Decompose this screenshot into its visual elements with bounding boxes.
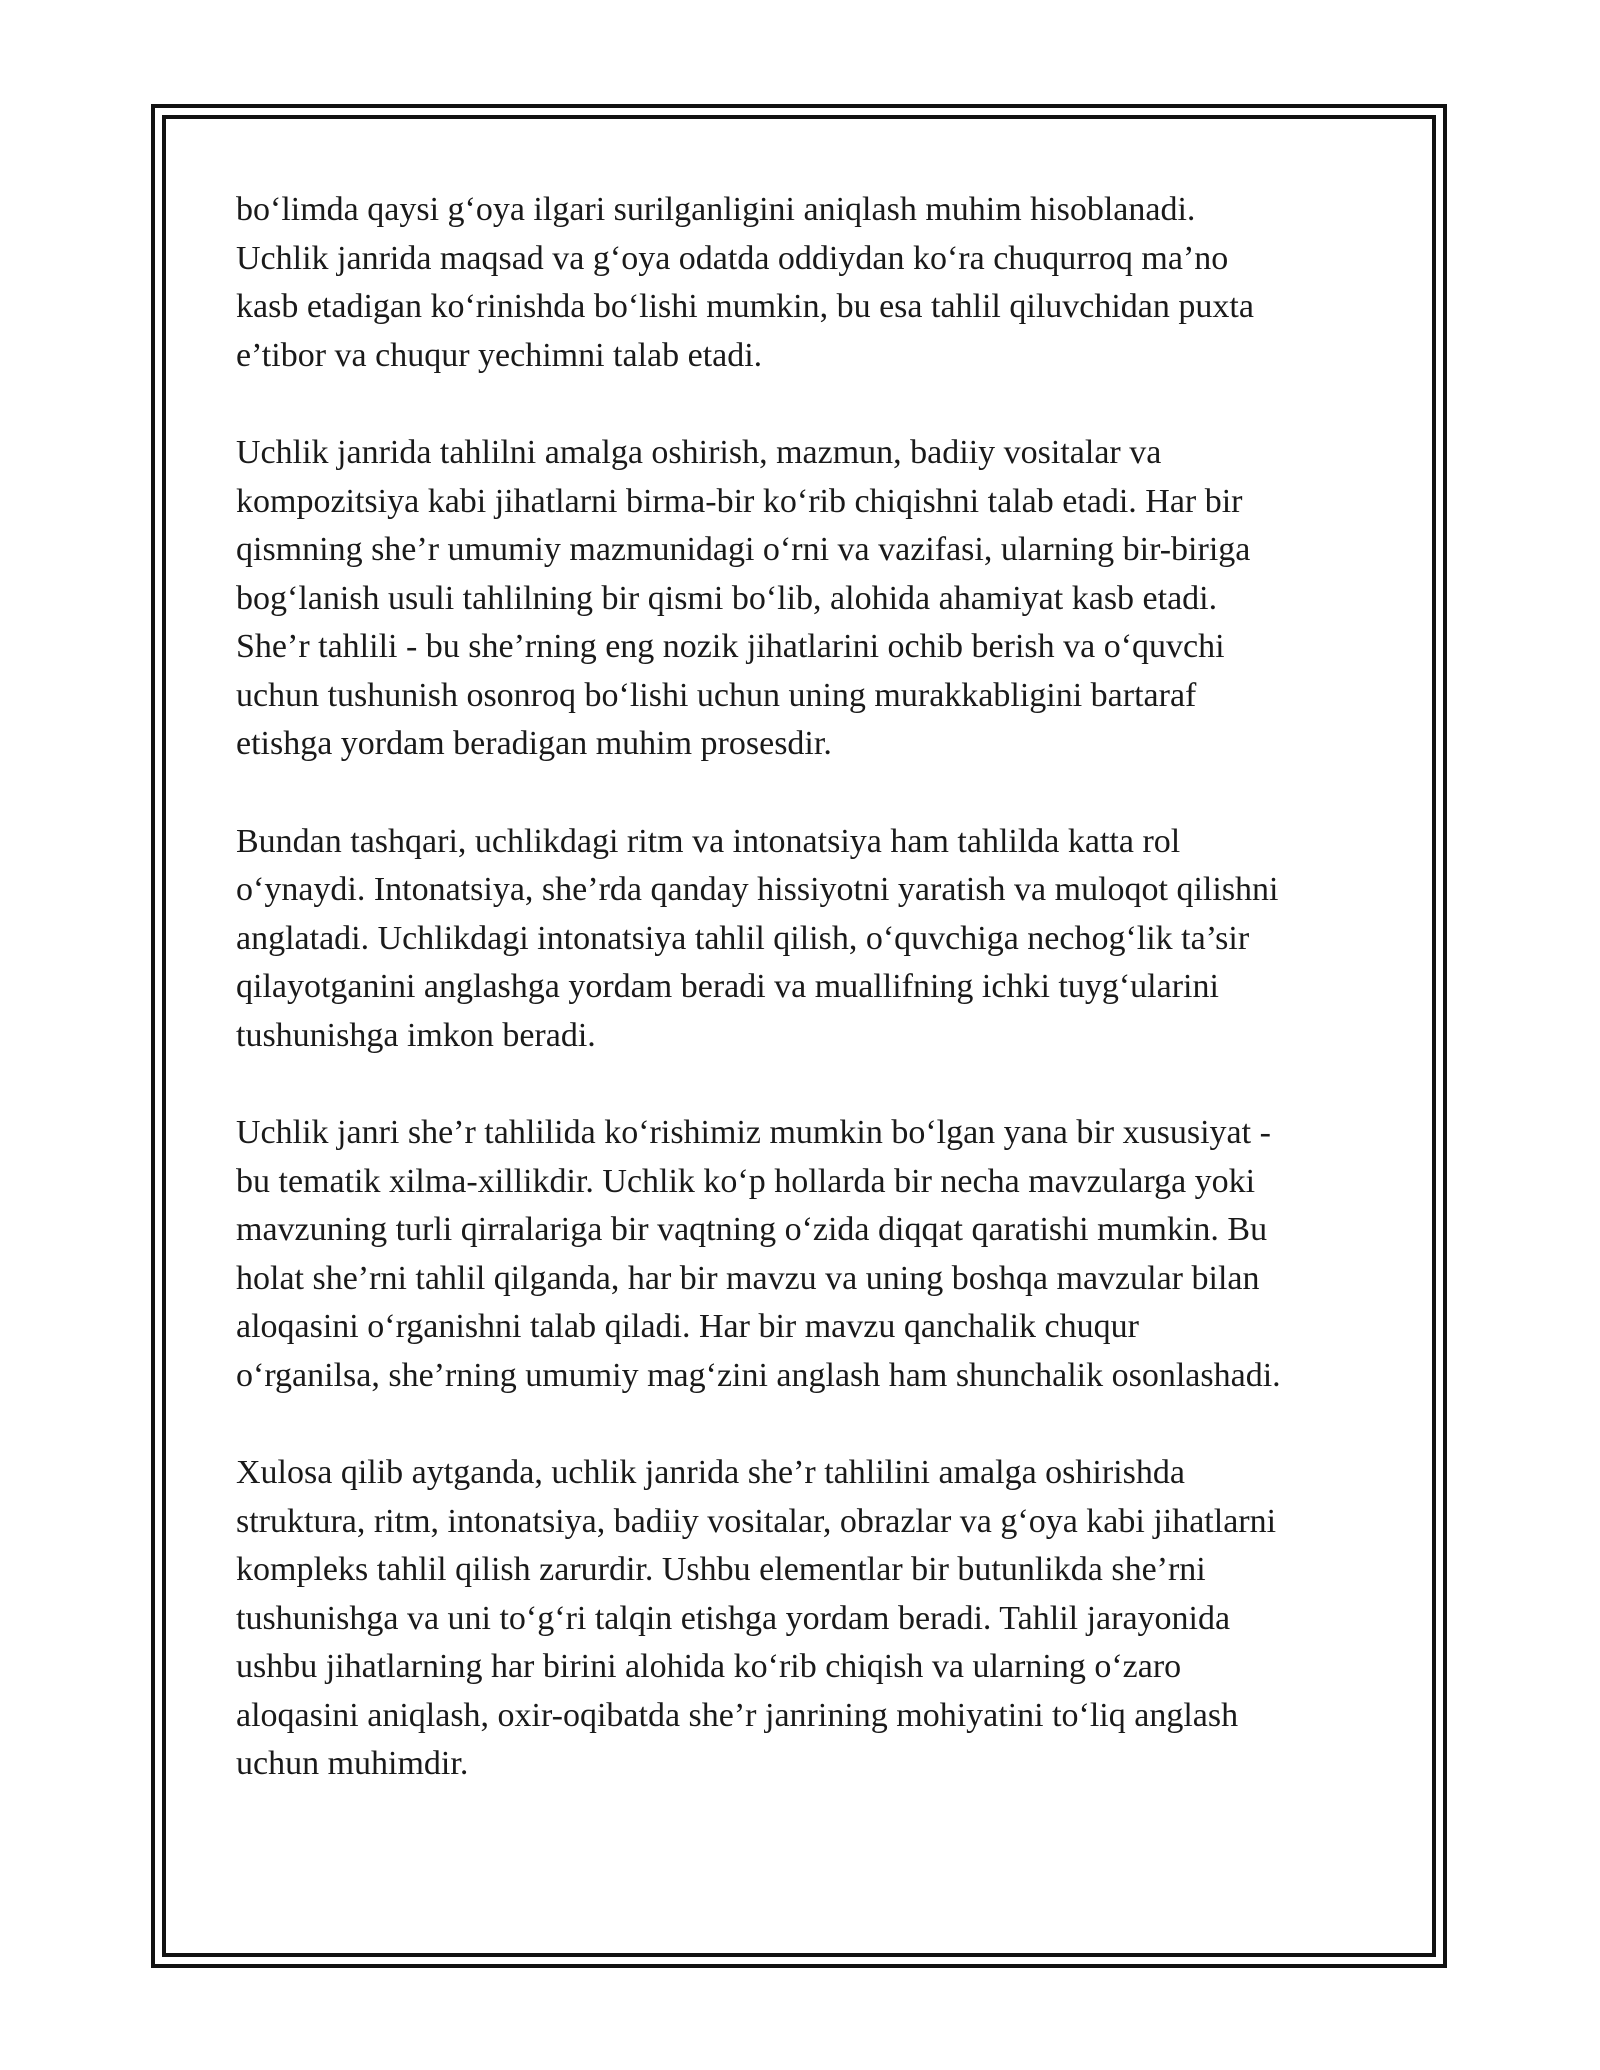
paragraph-1	[236, 186, 1386, 380]
text-line: Uchlik janri she’r tahlilida ko‘rishimiz mumkin bo‘lgan yana bir xususiyat -	[236, 1114, 1271, 1151]
paragraph-5	[236, 1449, 1386, 1789]
paragraph-3	[236, 818, 1386, 1061]
document-body	[236, 186, 1386, 1838]
text-line: Xulosa qilib aytganda, uchlik janrida she’r tahlilini amalga oshirishda	[236, 1454, 1185, 1491]
text-line: bu tematik xilma-xillikdir. Uchlik ko‘p hollarda bir necha mavzularga yoki	[236, 1162, 1256, 1200]
text-line: kompleks tahlil qilish zarurdir. Ushbu elementlar bir butunlikda she’rni	[236, 1551, 1206, 1588]
text-line: holat she’rni tahlil qilganda, har bir mavzu va uning boshqa mavzular bilan	[236, 1259, 1260, 1297]
text-line: struktura, ritm, intonatsiya, badiiy vositalar, obrazlar va g‘oya kabi jihatlarni	[236, 1502, 1277, 1540]
text-line: tushunishga imkon beradi.	[236, 1016, 596, 1054]
text-line: uchun tushunish osonroq bo‘lishi uchun uning murakkabligini bartaraf	[236, 676, 1197, 714]
text-line: uchun muhimdir.	[236, 1745, 469, 1782]
text-line: o‘rganilsa, she’rning umumiy mag‘zini anglash ham shunchalik osonlashadi.	[236, 1356, 1281, 1394]
text-line: Bundan tashqari, uchlikdagi ritm va intonatsiya ham tahlilda katta rol	[236, 822, 1181, 860]
text-line: anglatadi. Uchlikdagi intonatsiya tahlil qilish, o‘quvchiga nechog‘lik ta’sir	[236, 919, 1250, 957]
text-line: qismning she’r umumiy mazmunidagi o‘rni va vazifasi, ularning bir-biriga	[236, 531, 1251, 568]
text-line: tushunishga va uni to‘g‘ri talqin etishga yordam beradi. Tahlil jarayonida	[236, 1599, 1231, 1637]
text-line: Uchlik janrida tahlilni amalga oshirish, mazmun, badiiy vositalar va	[236, 434, 1162, 471]
text-line: aloqasini aniqlash, oxir-oqibatda she’r janrining mohiyatini to‘liq anglash	[236, 1696, 1239, 1734]
paragraph-2	[236, 429, 1386, 769]
text-line: kompozitsiya kabi jihatlarni birma-bir ko‘rib chiqishni talab etadi. Har bir	[236, 482, 1243, 520]
text-line: o‘ynaydi. Intonatsiya, she’rda qanday hissiyotni yaratish va muloqot qilishni	[236, 871, 1279, 908]
text-line: Uchlik janrida maqsad va g‘oya odatda oddiydan ko‘ra chuqurroq ma’no	[236, 239, 1229, 277]
text-line: mavzuning turli qirralariga bir vaqtning o‘zida diqqat qaratishi mumkin. Bu	[236, 1211, 1268, 1248]
paragraph-4	[236, 1109, 1386, 1400]
text-line: e’tibor va chuqur yechimni talab etadi.	[236, 336, 763, 374]
text-line: etishga yordam beradigan muhim prosesdir.	[236, 725, 832, 762]
text-line: aloqasini o‘rganishni talab qiladi. Har bir mavzu qanchalik chuqur	[236, 1308, 1139, 1345]
text-line: bo‘limda qaysi g‘oya ilgari surilganligini aniqlash muhim hisoblanadi.	[236, 191, 1196, 228]
text-line: ushbu jihatlarning har birini alohida ko‘rib chiqish va ularning o‘zaro	[236, 1648, 1182, 1685]
text-line: qilayotganini anglashga yordam beradi va muallifning ichki tuyg‘ularini	[236, 968, 1219, 1005]
text-line: She’r tahlili - bu she’rning eng nozik jihatlarini ochib berish va o‘quvchi	[236, 628, 1225, 665]
text-line: kasb etadigan ko‘rinishda bo‘lishi mumkin, bu esa tahlil qiluvchidan puxta	[236, 288, 1254, 325]
text-line: bog‘lanish usuli tahlilning bir qismi bo‘lib, alohida ahamiyat kasb etadi.	[236, 579, 1218, 617]
